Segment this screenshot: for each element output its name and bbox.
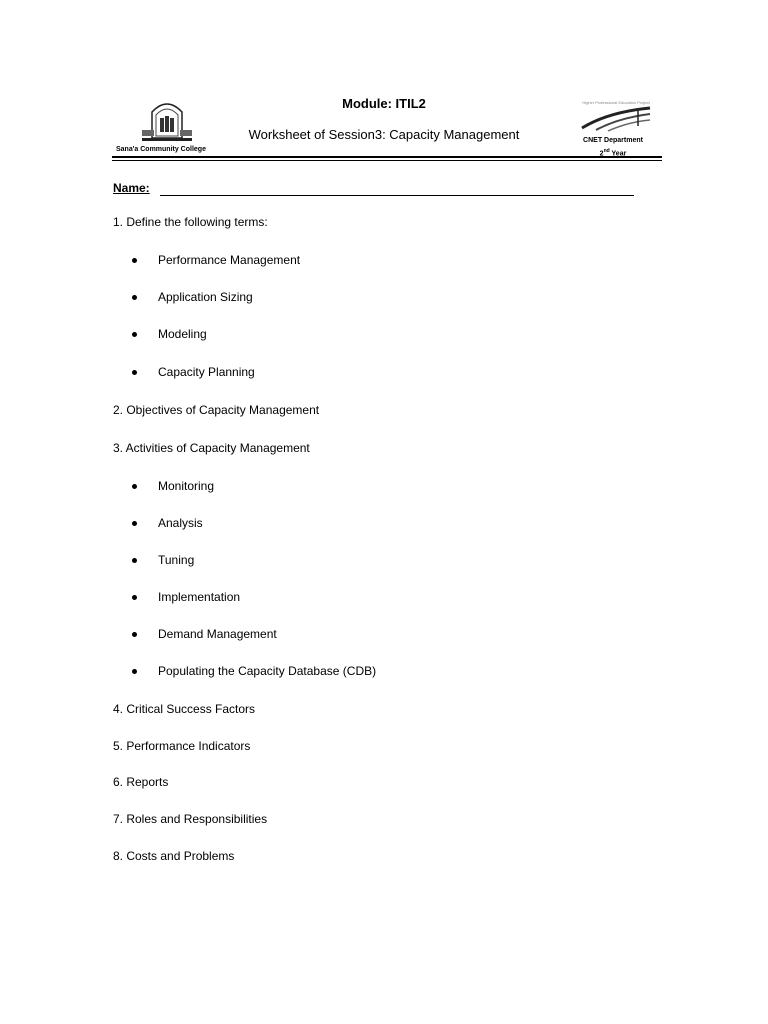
right-logo-caption: Higher Professional Education Project: [582, 100, 650, 105]
list-item: Application Sizing: [158, 290, 253, 304]
bullet-icon: [132, 258, 137, 263]
bullet-icon: [132, 370, 137, 375]
module-title: Module: ITIL2: [342, 96, 426, 111]
header-rule-thin: [112, 160, 662, 161]
list-item: Capacity Planning: [158, 365, 255, 379]
department-line: CNET Department: [583, 137, 643, 144]
list-item: Demand Management: [158, 627, 277, 641]
bullet-icon: [132, 295, 137, 300]
question-4: 4. Critical Success Factors: [113, 702, 256, 716]
bullet-icon: [132, 595, 137, 600]
question-1: 1. Define the following terms:: [113, 215, 268, 229]
bullet-icon: [132, 632, 137, 637]
year-suffix: nd: [603, 148, 610, 154]
question-5: 5. Performance Indicators: [113, 739, 251, 753]
question-7: 7. Roles and Responsibilities: [113, 812, 268, 826]
bullet-icon: [132, 332, 137, 337]
bullet-icon: [132, 484, 137, 489]
worksheet-title: Worksheet of Session3: Capacity Management: [248, 127, 520, 142]
list-item: Analysis: [158, 516, 203, 530]
list-item: Implementation: [158, 590, 240, 604]
header-rule: [112, 156, 662, 158]
question-3: 3. Activities of Capacity Management: [113, 441, 310, 455]
question-8: 8. Costs and Problems: [113, 849, 235, 863]
question-2: 2. Objectives of Capacity Management: [113, 403, 320, 417]
list-item: Tuning: [158, 553, 194, 567]
bullet-icon: [132, 558, 137, 563]
bullet-icon: [132, 521, 137, 526]
list-item: Performance Management: [158, 253, 300, 267]
list-item: Populating the Capacity Database (CDB): [158, 664, 376, 678]
college-name: Sana'a Community College: [116, 146, 206, 153]
list-item: Modeling: [158, 327, 207, 341]
bullet-icon: [132, 669, 137, 674]
name-label: Name:: [113, 181, 150, 195]
question-6: 6. Reports: [113, 775, 169, 789]
name-input-line[interactable]: [160, 195, 634, 196]
year-word: Year: [611, 150, 627, 158]
list-item: Monitoring: [158, 479, 214, 493]
name-row: [113, 181, 150, 195]
year-number: 2: [599, 150, 604, 158]
